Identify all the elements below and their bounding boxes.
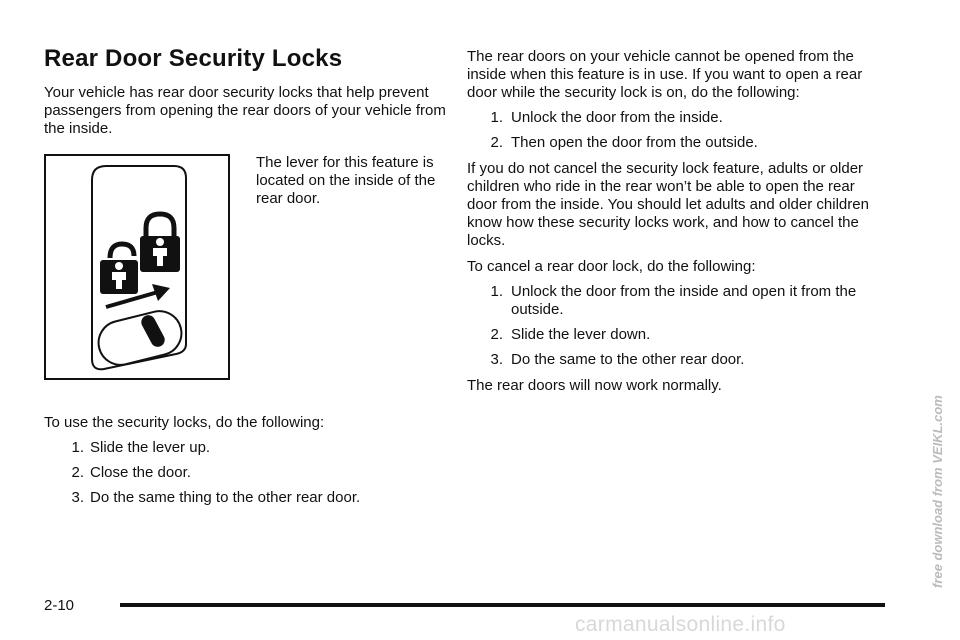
list-item: 2. Then open the door from the outside.: [490, 134, 758, 151]
right-column: [467, 48, 882, 395]
lever-icon: [94, 306, 186, 369]
watermark-side-text: free download from VEIKL.com: [930, 395, 945, 588]
list-item: 2. Slide the lever down.: [490, 326, 651, 343]
list-item: 2. Close the door.: [71, 464, 191, 481]
list-item: 3. Do the same to the other rear door.: [490, 351, 745, 368]
open-steps-list: [467, 109, 882, 152]
lock-lever-illustration: [46, 156, 228, 378]
use-intro: To use the security locks, do the following:: [44, 414, 325, 431]
page-title: Rear Door Security Locks: [44, 45, 343, 72]
cancel-intro: To cancel a rear door lock, do the following:: [467, 258, 756, 275]
security-lock-figure: [44, 154, 230, 380]
use-steps-list: [44, 439, 454, 507]
warning-paragraph: If you do not cancel the security lock feature, adults or older children who ride in the rear won’t be able to open the rear door from the inside. You should let adults and older children know how these security locks work, and how to cancel the locks.: [467, 160, 869, 249]
intro-paragraph: Your vehicle has rear door security locks that help prevent passengers from opening the rear doors of your vehicle from the inside.: [44, 84, 446, 137]
watermark-bottom: carmanualsonline.info: [575, 613, 786, 636]
right-intro-paragraph: The rear doors on your vehicle cannot be opened from the inside when this feature is in use. If you want to open a rear door while the security lock is on, do the following:: [467, 48, 863, 101]
closing-paragraph: The rear doors will now work normally.: [467, 377, 722, 394]
list-item: 3. Do the same thing to the other rear door.: [71, 489, 361, 506]
figure-row: [44, 154, 454, 384]
figure-caption: The lever for this feature is located on the inside of the rear door.: [256, 154, 436, 207]
child-lock-locked-icon: [140, 214, 180, 272]
list-item: 1. Slide the lever up.: [71, 439, 211, 456]
page-number: 2-10: [44, 597, 75, 614]
footer-rule: [120, 603, 885, 607]
list-item: 1. Unlock the door from the inside.: [490, 109, 723, 126]
left-column: [44, 44, 454, 507]
list-item: 1. Unlock the door from the inside and open it from the outside.: [490, 283, 857, 318]
cancel-steps-list: [467, 283, 882, 369]
child-lock-unlocked-icon: [100, 244, 138, 294]
